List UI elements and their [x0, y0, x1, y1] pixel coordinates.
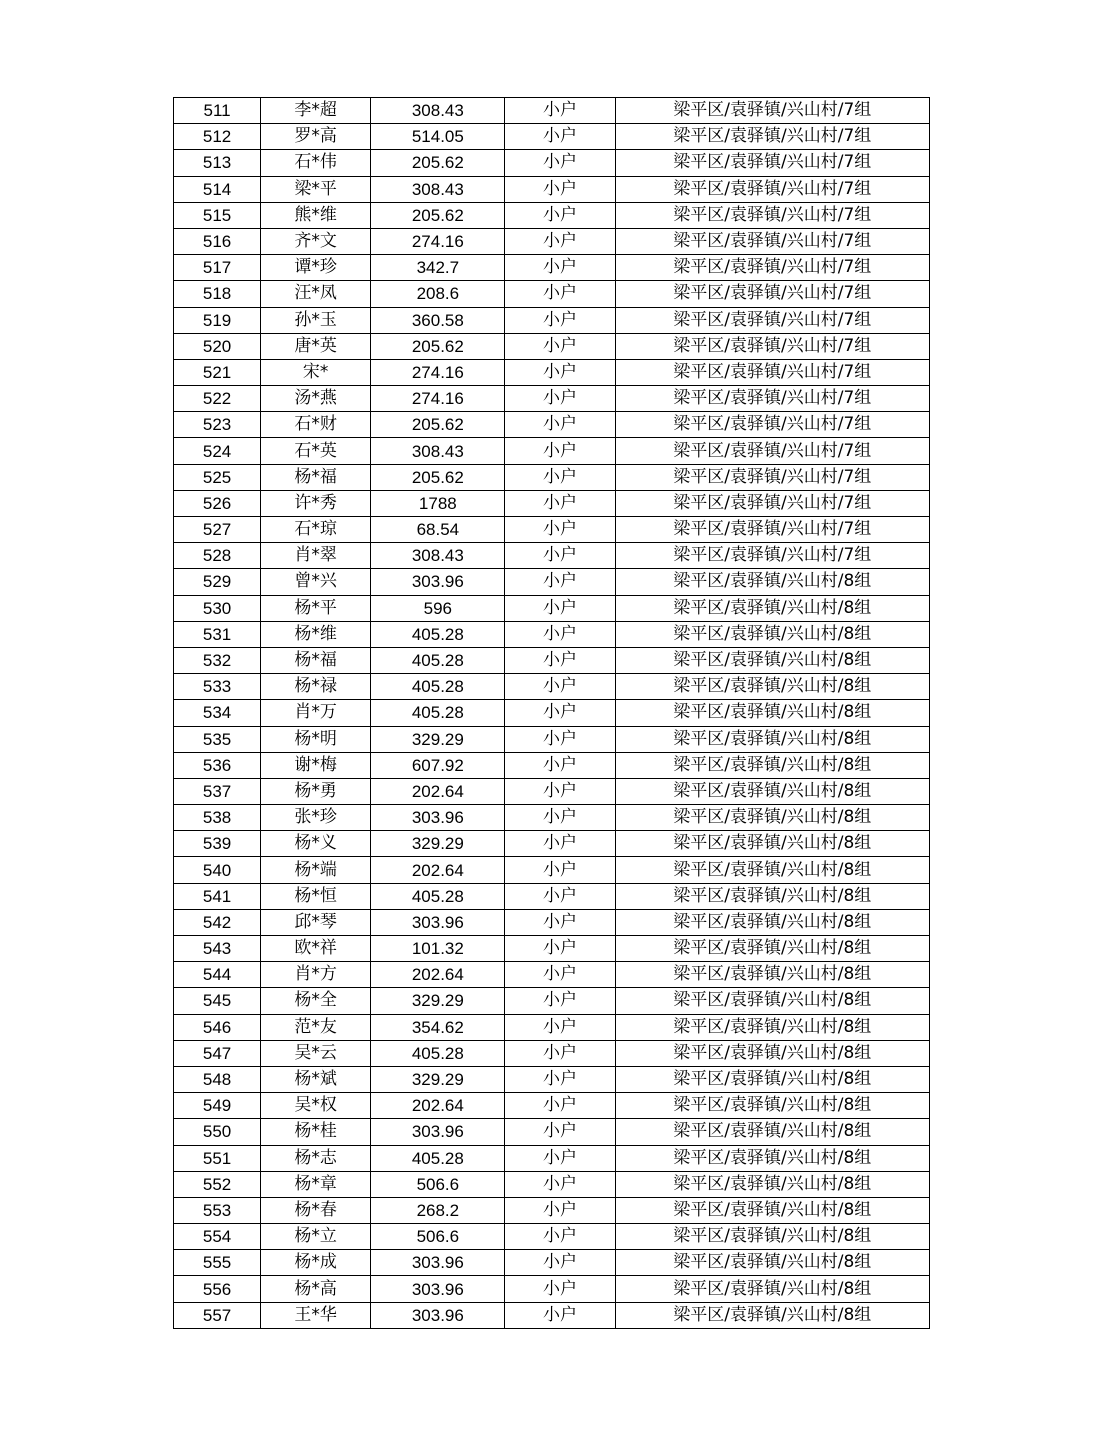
table-row — [174, 595, 930, 621]
address-cell: 梁平区/袁驿镇/兴山村/7组 — [615, 307, 929, 333]
name-cell: 吴*权 — [261, 1093, 371, 1119]
amount-cell: 329.29 — [371, 988, 505, 1014]
address-cell: 梁平区/袁驿镇/兴山村/7组 — [615, 255, 929, 281]
row-number-cell: 551 — [174, 1145, 261, 1171]
name-cell: 杨*维 — [261, 621, 371, 647]
table-row — [174, 647, 930, 673]
table-row — [174, 1145, 930, 1171]
amount-cell: 202.64 — [371, 857, 505, 883]
table-row — [174, 307, 930, 333]
amount-cell: 354.62 — [371, 1014, 505, 1040]
name-cell: 杨*志 — [261, 1145, 371, 1171]
table-row — [174, 1040, 930, 1066]
row-number-cell: 525 — [174, 464, 261, 490]
amount-cell: 308.43 — [371, 543, 505, 569]
address-cell: 梁平区/袁驿镇/兴山村/8组 — [615, 857, 929, 883]
row-number-cell: 547 — [174, 1040, 261, 1066]
address-cell: 梁平区/袁驿镇/兴山村/8组 — [615, 569, 929, 595]
name-cell: 杨*明 — [261, 726, 371, 752]
address-cell: 梁平区/袁驿镇/兴山村/8组 — [615, 1093, 929, 1119]
household-type-cell: 小户 — [505, 333, 615, 359]
address-cell: 梁平区/袁驿镇/兴山村/8组 — [615, 1302, 929, 1328]
household-type-cell: 小户 — [505, 124, 615, 150]
household-type-cell: 小户 — [505, 464, 615, 490]
name-cell: 杨*勇 — [261, 778, 371, 804]
address-cell: 梁平区/袁驿镇/兴山村/7组 — [615, 464, 929, 490]
amount-cell: 202.64 — [371, 1093, 505, 1119]
amount-cell: 303.96 — [371, 569, 505, 595]
name-cell: 肖*翠 — [261, 543, 371, 569]
table-row — [174, 1197, 930, 1223]
amount-cell: 405.28 — [371, 1145, 505, 1171]
name-cell: 曾*兴 — [261, 569, 371, 595]
household-type-cell: 小户 — [505, 281, 615, 307]
address-cell: 梁平区/袁驿镇/兴山村/7组 — [615, 124, 929, 150]
amount-cell: 308.43 — [371, 438, 505, 464]
address-cell: 梁平区/袁驿镇/兴山村/8组 — [615, 647, 929, 673]
address-cell: 梁平区/袁驿镇/兴山村/8组 — [615, 1066, 929, 1092]
row-number-cell: 526 — [174, 490, 261, 516]
table-row — [174, 674, 930, 700]
row-number-cell: 529 — [174, 569, 261, 595]
row-number-cell: 516 — [174, 228, 261, 254]
household-type-cell: 小户 — [505, 98, 615, 124]
household-type-cell: 小户 — [505, 726, 615, 752]
data-table — [173, 97, 930, 1329]
household-type-cell: 小户 — [505, 1066, 615, 1092]
name-cell: 杨*平 — [261, 595, 371, 621]
amount-cell: 205.62 — [371, 150, 505, 176]
table-row — [174, 1250, 930, 1276]
amount-cell: 506.6 — [371, 1171, 505, 1197]
name-cell: 王*华 — [261, 1302, 371, 1328]
table-row — [174, 490, 930, 516]
name-cell: 汤*燕 — [261, 386, 371, 412]
household-type-cell: 小户 — [505, 1093, 615, 1119]
table-row — [174, 1119, 930, 1145]
household-type-cell: 小户 — [505, 909, 615, 935]
household-type-cell: 小户 — [505, 647, 615, 673]
household-type-cell: 小户 — [505, 569, 615, 595]
household-type-cell: 小户 — [505, 595, 615, 621]
address-cell: 梁平区/袁驿镇/兴山村/8组 — [615, 700, 929, 726]
amount-cell: 405.28 — [371, 700, 505, 726]
address-cell: 梁平区/袁驿镇/兴山村/8组 — [615, 988, 929, 1014]
name-cell: 孙*玉 — [261, 307, 371, 333]
address-cell: 梁平区/袁驿镇/兴山村/7组 — [615, 228, 929, 254]
row-number-cell: 512 — [174, 124, 261, 150]
address-cell: 梁平区/袁驿镇/兴山村/7组 — [615, 359, 929, 385]
household-type-cell: 小户 — [505, 1302, 615, 1328]
amount-cell: 405.28 — [371, 1040, 505, 1066]
address-cell: 梁平区/袁驿镇/兴山村/8组 — [615, 1119, 929, 1145]
address-cell: 梁平区/袁驿镇/兴山村/8组 — [615, 1197, 929, 1223]
table-row — [174, 778, 930, 804]
row-number-cell: 555 — [174, 1250, 261, 1276]
table-row — [174, 228, 930, 254]
amount-cell: 329.29 — [371, 1066, 505, 1092]
household-type-cell: 小户 — [505, 1171, 615, 1197]
name-cell: 杨*端 — [261, 857, 371, 883]
address-cell: 梁平区/袁驿镇/兴山村/8组 — [615, 909, 929, 935]
name-cell: 欧*祥 — [261, 936, 371, 962]
address-cell: 梁平区/袁驿镇/兴山村/8组 — [615, 1145, 929, 1171]
address-cell: 梁平区/袁驿镇/兴山村/8组 — [615, 726, 929, 752]
amount-cell: 405.28 — [371, 621, 505, 647]
household-type-cell: 小户 — [505, 150, 615, 176]
name-cell: 杨*斌 — [261, 1066, 371, 1092]
table-row — [174, 909, 930, 935]
address-cell: 梁平区/袁驿镇/兴山村/7组 — [615, 281, 929, 307]
amount-cell: 205.62 — [371, 333, 505, 359]
table-row — [174, 1014, 930, 1040]
table-row — [174, 936, 930, 962]
address-cell: 梁平区/袁驿镇/兴山村/8组 — [615, 936, 929, 962]
amount-cell: 274.16 — [371, 228, 505, 254]
household-type-cell: 小户 — [505, 831, 615, 857]
household-type-cell: 小户 — [505, 857, 615, 883]
name-cell: 唐*英 — [261, 333, 371, 359]
household-type-cell: 小户 — [505, 1145, 615, 1171]
address-cell: 梁平区/袁驿镇/兴山村/7组 — [615, 517, 929, 543]
table-row — [174, 883, 930, 909]
row-number-cell: 550 — [174, 1119, 261, 1145]
row-number-cell: 553 — [174, 1197, 261, 1223]
amount-cell: 202.64 — [371, 778, 505, 804]
amount-cell: 268.2 — [371, 1197, 505, 1223]
address-cell: 梁平区/袁驿镇/兴山村/8组 — [615, 778, 929, 804]
row-number-cell: 513 — [174, 150, 261, 176]
amount-cell: 208.6 — [371, 281, 505, 307]
household-type-cell: 小户 — [505, 1040, 615, 1066]
row-number-cell: 543 — [174, 936, 261, 962]
row-number-cell: 522 — [174, 386, 261, 412]
row-number-cell: 530 — [174, 595, 261, 621]
household-type-cell: 小户 — [505, 778, 615, 804]
table-row — [174, 700, 930, 726]
address-cell: 梁平区/袁驿镇/兴山村/7组 — [615, 98, 929, 124]
address-cell: 梁平区/袁驿镇/兴山村/7组 — [615, 412, 929, 438]
row-number-cell: 549 — [174, 1093, 261, 1119]
name-cell: 杨*义 — [261, 831, 371, 857]
table-row — [174, 98, 930, 124]
row-number-cell: 514 — [174, 176, 261, 202]
row-number-cell: 517 — [174, 255, 261, 281]
row-number-cell: 515 — [174, 202, 261, 228]
name-cell: 熊*维 — [261, 202, 371, 228]
table-row — [174, 1302, 930, 1328]
address-cell: 梁平区/袁驿镇/兴山村/8组 — [615, 1276, 929, 1302]
row-number-cell: 556 — [174, 1276, 261, 1302]
household-type-cell: 小户 — [505, 1276, 615, 1302]
amount-cell: 405.28 — [371, 883, 505, 909]
row-number-cell: 528 — [174, 543, 261, 569]
name-cell: 张*珍 — [261, 805, 371, 831]
amount-cell: 303.96 — [371, 805, 505, 831]
row-number-cell: 554 — [174, 1224, 261, 1250]
table-row — [174, 831, 930, 857]
table-row — [174, 543, 930, 569]
household-type-cell: 小户 — [505, 1224, 615, 1250]
amount-cell: 506.6 — [371, 1224, 505, 1250]
row-number-cell: 523 — [174, 412, 261, 438]
name-cell: 谢*梅 — [261, 752, 371, 778]
name-cell: 石*琼 — [261, 517, 371, 543]
table-row — [174, 281, 930, 307]
address-cell: 梁平区/袁驿镇/兴山村/8组 — [615, 883, 929, 909]
household-type-cell: 小户 — [505, 1250, 615, 1276]
table-row — [174, 726, 930, 752]
table-row — [174, 333, 930, 359]
table-row — [174, 386, 930, 412]
name-cell: 杨*立 — [261, 1224, 371, 1250]
amount-cell: 405.28 — [371, 647, 505, 673]
table-row — [174, 517, 930, 543]
name-cell: 杨*桂 — [261, 1119, 371, 1145]
table-row — [174, 857, 930, 883]
name-cell: 杨*高 — [261, 1276, 371, 1302]
table-row — [174, 621, 930, 647]
household-type-cell: 小户 — [505, 1197, 615, 1223]
household-type-cell: 小户 — [505, 438, 615, 464]
table-row — [174, 150, 930, 176]
household-type-cell: 小户 — [505, 1014, 615, 1040]
table-row — [174, 1171, 930, 1197]
table-row — [174, 255, 930, 281]
amount-cell: 303.96 — [371, 909, 505, 935]
address-cell: 梁平区/袁驿镇/兴山村/7组 — [615, 438, 929, 464]
table-row — [174, 1224, 930, 1250]
amount-cell: 205.62 — [371, 412, 505, 438]
amount-cell: 101.32 — [371, 936, 505, 962]
address-cell: 梁平区/袁驿镇/兴山村/8组 — [615, 1040, 929, 1066]
table-row — [174, 1276, 930, 1302]
address-cell: 梁平区/袁驿镇/兴山村/8组 — [615, 752, 929, 778]
household-type-cell: 小户 — [505, 543, 615, 569]
address-cell: 梁平区/袁驿镇/兴山村/8组 — [615, 595, 929, 621]
address-cell: 梁平区/袁驿镇/兴山村/7组 — [615, 386, 929, 412]
row-number-cell: 545 — [174, 988, 261, 1014]
row-number-cell: 521 — [174, 359, 261, 385]
name-cell: 杨*章 — [261, 1171, 371, 1197]
amount-cell: 596 — [371, 595, 505, 621]
amount-cell: 303.96 — [371, 1119, 505, 1145]
row-number-cell: 519 — [174, 307, 261, 333]
row-number-cell: 557 — [174, 1302, 261, 1328]
amount-cell: 274.16 — [371, 386, 505, 412]
household-type-cell: 小户 — [505, 1119, 615, 1145]
row-number-cell: 524 — [174, 438, 261, 464]
household-type-cell: 小户 — [505, 255, 615, 281]
household-type-cell: 小户 — [505, 490, 615, 516]
household-type-cell: 小户 — [505, 988, 615, 1014]
name-cell: 杨*全 — [261, 988, 371, 1014]
row-number-cell: 552 — [174, 1171, 261, 1197]
table-row — [174, 176, 930, 202]
row-number-cell: 548 — [174, 1066, 261, 1092]
name-cell: 杨*成 — [261, 1250, 371, 1276]
table-row — [174, 988, 930, 1014]
address-cell: 梁平区/袁驿镇/兴山村/8组 — [615, 1014, 929, 1040]
address-cell: 梁平区/袁驿镇/兴山村/7组 — [615, 150, 929, 176]
row-number-cell: 518 — [174, 281, 261, 307]
row-number-cell: 534 — [174, 700, 261, 726]
name-cell: 梁*平 — [261, 176, 371, 202]
name-cell: 杨*春 — [261, 1197, 371, 1223]
address-cell: 梁平区/袁驿镇/兴山村/8组 — [615, 1224, 929, 1250]
amount-cell: 68.54 — [371, 517, 505, 543]
name-cell: 罗*高 — [261, 124, 371, 150]
household-type-cell: 小户 — [505, 700, 615, 726]
address-cell: 梁平区/袁驿镇/兴山村/8组 — [615, 621, 929, 647]
address-cell: 梁平区/袁驿镇/兴山村/8组 — [615, 1171, 929, 1197]
address-cell: 梁平区/袁驿镇/兴山村/7组 — [615, 176, 929, 202]
address-cell: 梁平区/袁驿镇/兴山村/8组 — [615, 1250, 929, 1276]
amount-cell: 1788 — [371, 490, 505, 516]
name-cell: 杨*福 — [261, 464, 371, 490]
household-type-cell: 小户 — [505, 883, 615, 909]
address-cell: 梁平区/袁驿镇/兴山村/8组 — [615, 805, 929, 831]
household-type-cell: 小户 — [505, 176, 615, 202]
household-type-cell: 小户 — [505, 307, 615, 333]
amount-cell: 303.96 — [371, 1276, 505, 1302]
household-type-cell: 小户 — [505, 674, 615, 700]
address-cell: 梁平区/袁驿镇/兴山村/7组 — [615, 543, 929, 569]
address-cell: 梁平区/袁驿镇/兴山村/8组 — [615, 674, 929, 700]
table-row — [174, 752, 930, 778]
row-number-cell: 544 — [174, 962, 261, 988]
address-cell: 梁平区/袁驿镇/兴山村/8组 — [615, 962, 929, 988]
name-cell: 谭*珍 — [261, 255, 371, 281]
amount-cell: 303.96 — [371, 1302, 505, 1328]
household-type-cell: 小户 — [505, 752, 615, 778]
row-number-cell: 538 — [174, 805, 261, 831]
amount-cell: 342.7 — [371, 255, 505, 281]
table-row — [174, 438, 930, 464]
name-cell: 石*伟 — [261, 150, 371, 176]
table-row — [174, 805, 930, 831]
name-cell: 宋* — [261, 359, 371, 385]
amount-cell: 202.64 — [371, 962, 505, 988]
amount-cell: 308.43 — [371, 98, 505, 124]
amount-cell: 329.29 — [371, 726, 505, 752]
table-row — [174, 359, 930, 385]
row-number-cell: 520 — [174, 333, 261, 359]
row-number-cell: 539 — [174, 831, 261, 857]
household-type-cell: 小户 — [505, 412, 615, 438]
table-row — [174, 464, 930, 490]
table-row — [174, 1093, 930, 1119]
name-cell: 杨*福 — [261, 647, 371, 673]
table-row — [174, 412, 930, 438]
row-number-cell: 540 — [174, 857, 261, 883]
table-row — [174, 124, 930, 150]
amount-cell: 405.28 — [371, 674, 505, 700]
row-number-cell: 511 — [174, 98, 261, 124]
name-cell: 许*秀 — [261, 490, 371, 516]
amount-cell: 205.62 — [371, 202, 505, 228]
amount-cell: 308.43 — [371, 176, 505, 202]
name-cell: 吴*云 — [261, 1040, 371, 1066]
name-cell: 杨*禄 — [261, 674, 371, 700]
household-type-cell: 小户 — [505, 228, 615, 254]
name-cell: 石*英 — [261, 438, 371, 464]
name-cell: 范*友 — [261, 1014, 371, 1040]
household-type-cell: 小户 — [505, 517, 615, 543]
address-cell: 梁平区/袁驿镇/兴山村/8组 — [615, 831, 929, 857]
household-type-cell: 小户 — [505, 805, 615, 831]
row-number-cell: 541 — [174, 883, 261, 909]
row-number-cell: 537 — [174, 778, 261, 804]
name-cell: 齐*文 — [261, 228, 371, 254]
name-cell: 肖*方 — [261, 962, 371, 988]
amount-cell: 205.62 — [371, 464, 505, 490]
name-cell: 石*财 — [261, 412, 371, 438]
household-type-cell: 小户 — [505, 936, 615, 962]
amount-cell: 607.92 — [371, 752, 505, 778]
amount-cell: 303.96 — [371, 1250, 505, 1276]
household-type-cell: 小户 — [505, 621, 615, 647]
address-cell: 梁平区/袁驿镇/兴山村/7组 — [615, 333, 929, 359]
row-number-cell: 532 — [174, 647, 261, 673]
household-type-cell: 小户 — [505, 202, 615, 228]
row-number-cell: 535 — [174, 726, 261, 752]
name-cell: 杨*恒 — [261, 883, 371, 909]
row-number-cell: 536 — [174, 752, 261, 778]
household-type-cell: 小户 — [505, 386, 615, 412]
household-type-cell: 小户 — [505, 962, 615, 988]
row-number-cell: 533 — [174, 674, 261, 700]
table-body — [174, 98, 930, 1329]
address-cell: 梁平区/袁驿镇/兴山村/7组 — [615, 202, 929, 228]
amount-cell: 360.58 — [371, 307, 505, 333]
table-row — [174, 569, 930, 595]
row-number-cell: 546 — [174, 1014, 261, 1040]
name-cell: 李*超 — [261, 98, 371, 124]
amount-cell: 274.16 — [371, 359, 505, 385]
table-row — [174, 202, 930, 228]
row-number-cell: 531 — [174, 621, 261, 647]
row-number-cell: 542 — [174, 909, 261, 935]
amount-cell: 514.05 — [371, 124, 505, 150]
row-number-cell: 527 — [174, 517, 261, 543]
address-cell: 梁平区/袁驿镇/兴山村/7组 — [615, 490, 929, 516]
table-row — [174, 1066, 930, 1092]
name-cell: 邱*琴 — [261, 909, 371, 935]
table-row — [174, 962, 930, 988]
name-cell: 肖*万 — [261, 700, 371, 726]
name-cell: 汪*凤 — [261, 281, 371, 307]
household-type-cell: 小户 — [505, 359, 615, 385]
amount-cell: 329.29 — [371, 831, 505, 857]
